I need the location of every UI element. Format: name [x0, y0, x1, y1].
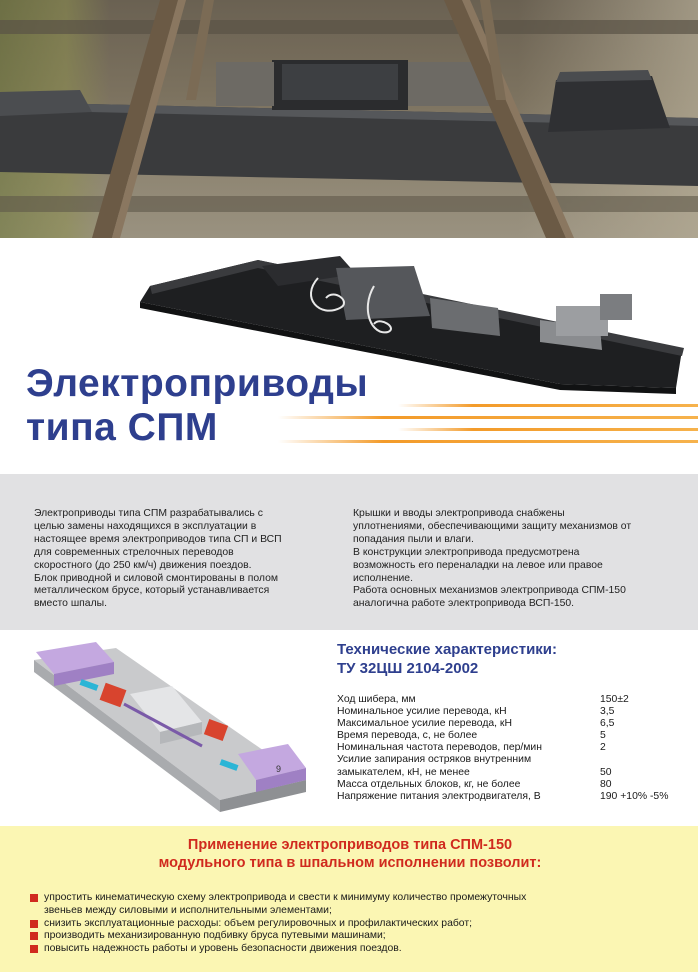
description-line: Работа основных механизмов электропривода СПМ-150 [353, 585, 626, 597]
spec-value: 150±2 [600, 694, 629, 705]
spec-value: 5 [600, 730, 606, 742]
spec-value: 50 [600, 766, 612, 778]
benefit-text: снизить эксплуатационные расходы: объем регулировочных и профилактических работ; [44, 917, 472, 929]
spec-label: Усилие запирания остряков внутренним [337, 754, 532, 766]
spec-value: 3,5 [600, 706, 615, 718]
benefits-title-line-2: модульного типа в шпальном исполнении позволит: [158, 855, 542, 871]
description-right-column [353, 508, 683, 611]
page-title-line-2: типа СПМ [26, 406, 218, 449]
spec-label: Номинальная частота переводов, пер/мин [337, 742, 542, 754]
product-3d-render [20, 630, 340, 826]
specs-title [337, 640, 557, 678]
specs-title-line-2: ТУ 32ЦШ 2104-2002 [337, 660, 479, 677]
spec-label: Номинальное усилие перевода, кН [337, 706, 507, 718]
track-installation-photo [0, 0, 698, 238]
hero-section [0, 238, 698, 474]
benefit-text: звеньев между силовыми и исполнительными элементами; [44, 904, 332, 916]
description-line: уплотнениями, обеспечивающими защиту механизмов от [353, 520, 632, 532]
spec-row [337, 706, 682, 718]
description-line: Блок приводной и силовой смонтированы в полом [34, 572, 278, 584]
render-label: 9 [276, 764, 282, 774]
description-line: возможность его переналадки на левое или правое [353, 559, 603, 571]
benefits-title-line-1: Применение электроприводов типа СПМ-150 [187, 837, 513, 853]
benefit-item-continuation [30, 905, 680, 918]
spec-row [337, 730, 682, 742]
description-line: Электроприводы типа СПМ разрабатывались с [34, 508, 263, 519]
specs-title-line-1: Технические характеристики: [337, 641, 558, 658]
description-line: вместо шпалы. [34, 598, 107, 610]
spec-label: замыкателем, кН, не менее [337, 766, 470, 778]
benefits-list [30, 892, 680, 956]
benefit-item [30, 892, 680, 905]
spec-row [337, 742, 682, 754]
spec-row [337, 754, 682, 766]
benefits-title [60, 836, 640, 872]
spec-label: Напряжение питания электродвигателя, В [337, 790, 541, 802]
description-line: попадания пыли и влаги. [353, 533, 474, 545]
description-line: аналогична работе электропривода ВСП-150. [353, 598, 575, 610]
description-line: металлическом брусе, который устанавливается [34, 585, 270, 597]
spec-row [337, 779, 682, 791]
description-line: В конструкции электропривода предусмотрена [353, 546, 580, 558]
page-title-line-1: Электроприводы [26, 362, 369, 405]
description-line: Крышки и вводы электропривода снабжены [353, 508, 565, 519]
benefit-item [30, 943, 680, 956]
benefits-section [0, 826, 698, 972]
decor-stripe-1 [398, 404, 698, 407]
description-left-column [34, 508, 334, 611]
benefit-text: производить механизированную подбивку бруса путевыми машинами; [44, 930, 386, 942]
photo-scene [0, 0, 698, 238]
spec-label: Время перевода, с, не более [337, 730, 478, 742]
decor-stripe-3 [398, 428, 698, 431]
square-bullet-icon [30, 894, 38, 902]
description-line: настоящее время электроприводов типа СП и ВСП [34, 533, 282, 545]
specs-section [0, 630, 698, 826]
spec-row [337, 694, 682, 706]
square-bullet-icon [30, 920, 38, 928]
spec-row [337, 767, 682, 779]
benefit-item [30, 918, 680, 931]
spec-row [337, 718, 682, 730]
specs-table [337, 694, 682, 803]
spec-value: 80 [600, 778, 612, 790]
description-line: для современных стрелочных переводов [34, 546, 234, 558]
benefit-text: повысить надежность работы и уровень безопасности движения поездов. [44, 943, 402, 955]
benefit-text: упростить кинематическую схему электропривода и свести к минимуму количество промежуточных [44, 892, 527, 903]
square-bullet-icon [30, 945, 38, 953]
spec-value [600, 754, 682, 766]
spec-value: 2 [600, 742, 606, 754]
description-line: исполнение. [353, 572, 413, 584]
page-title [26, 362, 368, 450]
spec-value: 6,5 [600, 718, 615, 730]
description-line: целью замены находящихся в эксплуатации в [34, 520, 257, 532]
spec-value: 190 +10% -5% [600, 790, 669, 802]
square-bullet-icon [30, 932, 38, 940]
spec-row [337, 791, 682, 803]
spec-label: Максимальное усилие перевода, кН [337, 718, 512, 730]
spec-label: Масса отдельных блоков, кг, не более [337, 778, 521, 790]
benefit-item [30, 930, 680, 943]
spec-label: Ход шибера, мм [337, 694, 416, 705]
description-section [0, 474, 698, 630]
description-line: скоростного (до 250 км/ч) движения поездов. [34, 559, 252, 571]
